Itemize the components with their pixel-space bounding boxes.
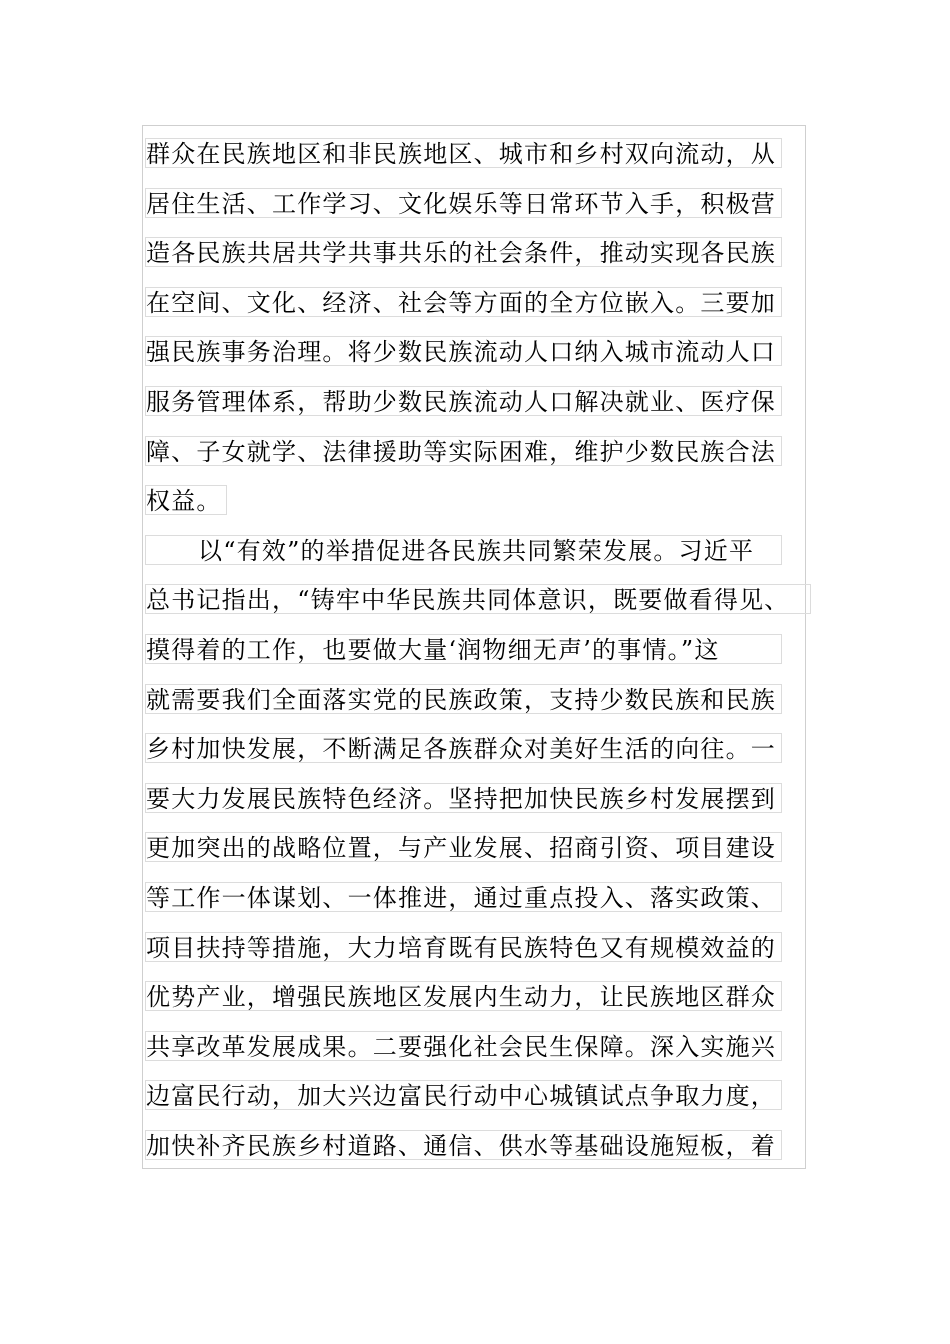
text-line: 要大力发展民族特色经济。坚持把加快民族乡村发展摆到	[145, 783, 782, 813]
text-line: 强民族事务治理。将少数民族流动人口纳入城市流动人口	[145, 336, 782, 366]
text-line: 项目扶持等措施，大力培育既有民族特色又有规模效益的	[145, 932, 782, 962]
text-line: 总书记指出，“铸牢中华民族共同体意识，既要做看得见、	[145, 584, 811, 614]
text-line: 边富民行动，加大兴边富民行动中心城镇试点争取力度，	[145, 1080, 782, 1110]
text-line: 造各民族共居共学共事共乐的社会条件，推动实现各民族	[145, 237, 782, 267]
text-line: 摸得着的工作，也要做大量‘润物细无声’的事情。”这	[145, 634, 782, 664]
text-line: 服务管理体系，帮助少数民族流动人口解决就业、医疗保	[145, 386, 782, 416]
text-line: 居住生活、工作学习、文化娱乐等日常环节入手，积极营	[145, 188, 782, 218]
text-line: 更加突出的战略位置，与产业发展、招商引资、项目建设	[145, 832, 782, 862]
text-line: 加快补齐民族乡村道路、通信、供水等基础设施短板，着	[145, 1130, 782, 1160]
paragraph-first-line: 以“有效”的举措促进各民族共同繁荣发展。习近平	[145, 535, 782, 565]
text-line: 共享改革发展成果。二要强化社会民生保障。深入实施兴	[145, 1031, 782, 1061]
text-line: 优势产业，增强民族地区发展内生动力，让民族地区群众	[145, 981, 782, 1011]
text-line: 就需要我们全面落实党的民族政策，支持少数民族和民族	[145, 684, 782, 714]
text-line: 障、子女就学、法律援助等实际困难，维护少数民族合法	[145, 436, 782, 466]
text-line: 在空间、文化、经济、社会等方面的全方位嵌入。三要加	[145, 287, 782, 317]
text-line: 乡村加快发展，不断满足各族群众对美好生活的向往。一	[145, 733, 782, 763]
text-line: 权益。	[145, 485, 227, 515]
text-line: 等工作一体谋划、一体推进，通过重点投入、落实政策、	[145, 882, 782, 912]
text-line: 群众在民族地区和非民族地区、城市和乡村双向流动，从	[145, 138, 782, 168]
